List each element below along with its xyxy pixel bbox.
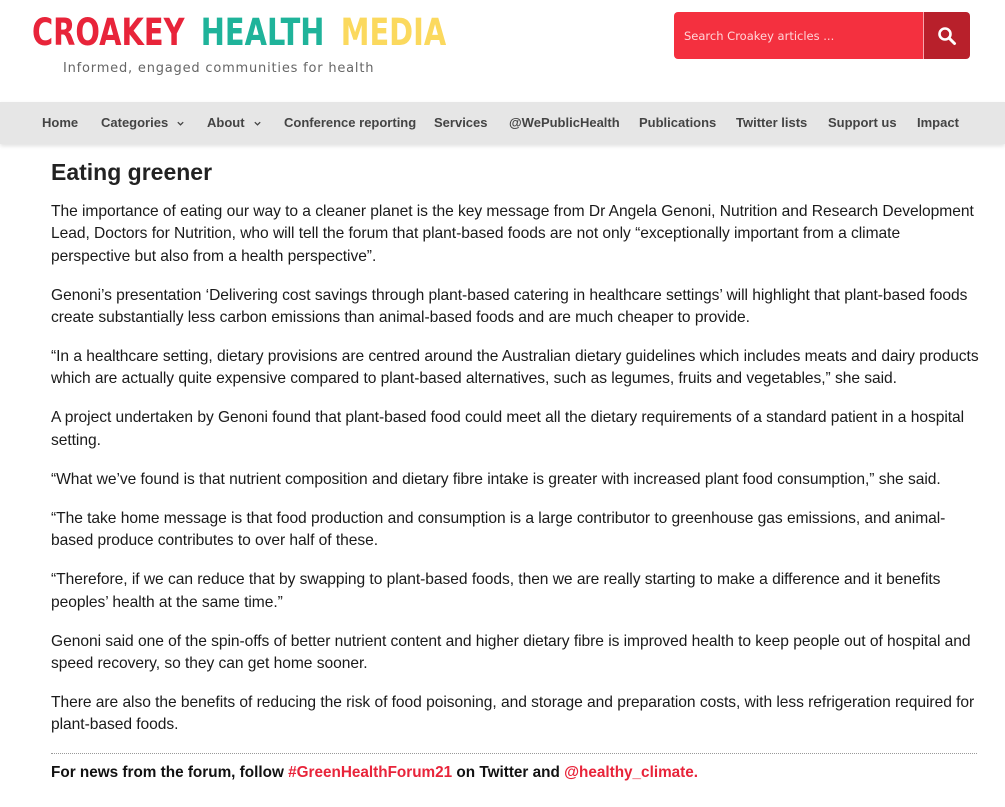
chevron-down-icon bbox=[176, 119, 185, 128]
nav-item-twitter-lists[interactable] bbox=[736, 102, 807, 144]
nav-item-publications[interactable] bbox=[639, 102, 716, 144]
nav-item-services[interactable] bbox=[434, 102, 488, 144]
article-body bbox=[51, 156, 981, 754]
logo-word-health: HEALTH bbox=[200, 11, 325, 54]
section-heading: Eating greener bbox=[51, 159, 213, 185]
nav-item-label: Conference reporting bbox=[284, 115, 417, 130]
site-header bbox=[0, 0, 1005, 102]
nav-item-label: Publications bbox=[639, 115, 717, 130]
nav-item-home[interactable] bbox=[42, 102, 78, 144]
search-icon bbox=[937, 26, 957, 46]
nav-item-label: Twitter lists bbox=[736, 115, 808, 130]
search-form bbox=[674, 12, 970, 59]
footer-note-prefix: For news from the forum, follow bbox=[51, 764, 289, 781]
nav-item-conference-reporting[interactable] bbox=[284, 102, 416, 144]
footer-note-middle: on Twitter and bbox=[452, 764, 565, 781]
nav-item-label: Categories bbox=[101, 115, 169, 130]
forum-follow-note bbox=[51, 764, 698, 782]
dotted-divider bbox=[51, 753, 977, 754]
nav-item-support-us[interactable] bbox=[828, 102, 897, 144]
nav-item-label: Home bbox=[42, 115, 79, 130]
logo-tagline: Informed, engaged communities for health bbox=[63, 61, 375, 76]
article-paragraph: There are also the benefits of reducing the risk of food poisoning, and storage and preparation costs, with less refrigeration required for plant-based foods. bbox=[51, 694, 975, 734]
main-nav bbox=[0, 102, 1005, 144]
nav-item-label: @WePublicHealth bbox=[509, 115, 620, 130]
logo-word-croakey: CROAKEY bbox=[32, 11, 185, 54]
article-paragraph: “Therefore, if we can reduce that by swapping to plant-based foods, then we are really starting to make a difference and it benefits peoples’ health at the same time.” bbox=[51, 571, 941, 611]
article-paragraph: A project undertaken by Genoni found that plant-based food could meet all the dietary requirements of a standard patient in a hospital setting. bbox=[51, 409, 965, 449]
article-paragraph: The importance of eating our way to a cleaner planet is the key message from Dr Angela Genoni, Nutrition and Research Development Lead, Doctors for Nutrition, who will tell the forum that plant-based foods are not only “exceptionally important from a climate perspective but also from a health perspective”. bbox=[51, 203, 974, 265]
nav-item-label: Services bbox=[434, 115, 488, 130]
search-input[interactable] bbox=[674, 12, 923, 59]
chevron-down-icon bbox=[253, 119, 262, 128]
search-button[interactable] bbox=[924, 12, 970, 59]
nav-item-label: Support us bbox=[828, 115, 897, 130]
article-paragraph: “In a healthcare setting, dietary provisions are centred around the Australian dietary guidelines which includes meats and dairy products which are actually quite expensive compared to plant-based alternatives, such as legumes, fruits and vegetables,” she said. bbox=[51, 348, 979, 388]
nav-item-label: About bbox=[207, 115, 245, 130]
nav-item-label: Impact bbox=[917, 115, 959, 130]
article-paragraph: Genoni said one of the spin-offs of better nutrient content and higher dietary fibre is improved health to keep people out of hospital and speed recovery, so they can get home sooner. bbox=[51, 632, 971, 673]
logo-word-media: MEDIA bbox=[340, 11, 447, 54]
twitter-handle-link[interactable]: @healthy_climate bbox=[564, 764, 694, 781]
logo-title bbox=[32, 12, 446, 54]
article-paragraph: “The take home message is that food production and consumption is a large contributor to greenhouse gas emissions, and animal-based produce contributes to over half of these. bbox=[51, 509, 946, 550]
article-paragraph: Genoni’s presentation ‘Delivering cost savings through plant-based catering in healthcare settings’ will highlight that plant-based foods create substantially less carbon emissions than animal-based foods and are much cheaper to provide. bbox=[51, 286, 968, 326]
site-logo[interactable] bbox=[32, 11, 563, 76]
article-paragraph: “What we’ve found is that nutrient composition and dietary fibre intake is greater with increased plant food consumption,” she said. bbox=[51, 470, 941, 488]
hashtag-link[interactable]: #GreenHealthForum21 bbox=[288, 764, 453, 781]
nav-item-about[interactable] bbox=[207, 102, 262, 144]
nav-item-wepublichealth[interactable] bbox=[509, 102, 620, 144]
nav-item-categories[interactable] bbox=[101, 102, 185, 144]
footer-note-suffix: . bbox=[693, 764, 699, 781]
nav-item-impact[interactable] bbox=[917, 102, 959, 144]
